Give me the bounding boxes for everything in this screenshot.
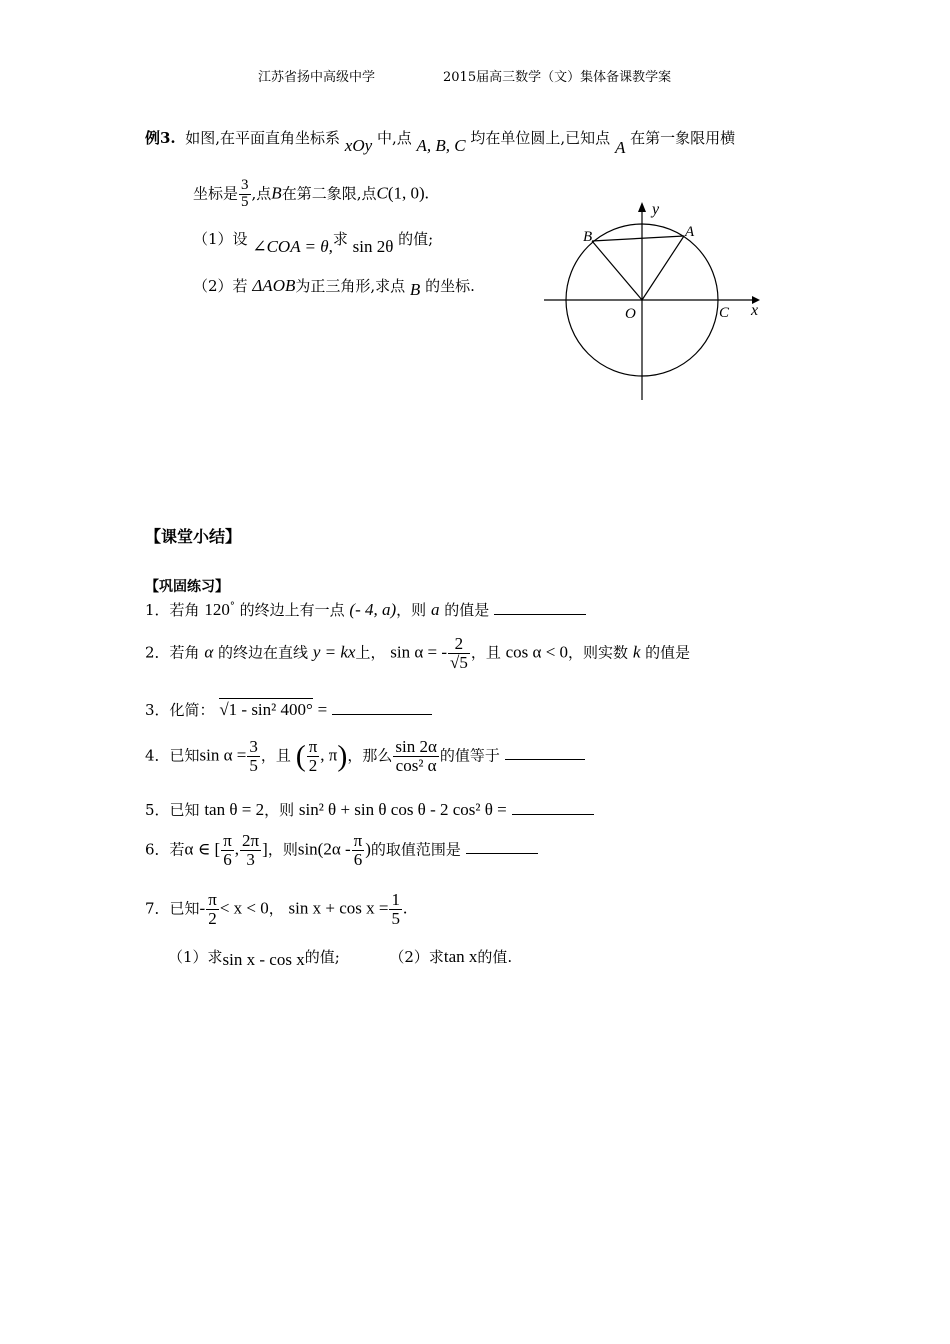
p6-label: 6．若 <box>145 840 185 859</box>
p2-fraction <box>448 635 470 672</box>
p2-math-line: y = kx <box>312 642 356 662</box>
p5-text-1: ，则 <box>264 801 295 819</box>
ex3-text-4: 均在单位圆上,已知点 <box>470 129 611 147</box>
p2-text-5: 的值是 <box>645 643 691 662</box>
degree-mark: ° <box>229 601 235 612</box>
p2-math-alpha: α <box>204 642 214 662</box>
header-title: 2015届高三数学（文）集体备课教学案 <box>443 70 672 85</box>
frac-den: 6 <box>223 849 232 869</box>
frac-num: 2 <box>448 635 470 654</box>
frac-den: 2 <box>208 908 217 928</box>
p2-text-3: ，且 <box>470 643 501 662</box>
p7-sub-1-math: sin x - cos x <box>222 950 305 969</box>
frac-den: 5 <box>249 755 258 775</box>
frac-num: 3 <box>249 737 258 756</box>
p1-math-a: a <box>430 600 440 619</box>
p4-answer-blank[interactable] <box>505 745 585 760</box>
q2-text-2: 的坐标. <box>425 277 475 295</box>
frac-num: 1 <box>391 890 400 909</box>
p7-math-ineq: < x < 0 <box>219 898 269 918</box>
frac-den: 5 <box>241 193 249 210</box>
p5-math-tan: tan θ = 2 <box>204 800 265 819</box>
p6-fraction-1 <box>221 832 234 869</box>
example3-line1 <box>145 127 736 157</box>
practice-item-6 <box>145 832 538 869</box>
p5-label: 5．已知 <box>145 801 200 819</box>
segment-ab <box>592 236 684 241</box>
q2-math-triangle: ΔAOB <box>252 276 296 295</box>
frac-num: π <box>353 831 363 850</box>
p7-sub-2-label: （2）求 <box>389 948 444 966</box>
q1-text-2: 的值; <box>398 230 434 248</box>
p6-text-1: ，则 <box>267 840 298 859</box>
p2-text-4: ，则实数 <box>568 643 629 662</box>
p2-math-k: k <box>632 642 641 662</box>
p1-answer-blank[interactable] <box>494 600 586 615</box>
practice-item-2 <box>145 635 690 672</box>
p6-fraction-2 <box>240 832 261 869</box>
p4-label: 4．已知 <box>145 746 200 765</box>
ex3-math-xoy: xOy <box>344 136 373 155</box>
label-a: A <box>685 224 695 240</box>
unit-circle-figure <box>530 190 780 405</box>
frac-num: sin 2α <box>395 737 437 756</box>
p4-text-1: ，且 <box>260 746 291 765</box>
p7-sub-2-math: tan x <box>443 947 478 966</box>
q2-label: （2）若 <box>193 277 248 295</box>
section-practice-title: 【巩固练习】 <box>145 579 229 595</box>
ex3-l2-text-1: 坐标是 <box>193 184 239 203</box>
section-summary-title: 【课堂小结】 <box>145 527 242 546</box>
frac-num: 3 <box>241 177 249 193</box>
ex3-text-5: 在第一象限用横 <box>630 129 736 147</box>
p3-label: 3．化简： <box>145 701 215 719</box>
practice-item-5 <box>145 799 594 820</box>
p4-fraction-1 <box>247 738 260 775</box>
label-y: y <box>652 201 660 218</box>
p7-math-minus: - <box>199 898 206 918</box>
p2-math-cos: cos α < 0 <box>505 642 569 662</box>
frac-den: 5 <box>391 908 400 928</box>
paren-open: ( <box>295 739 306 773</box>
q2-text-1: 为正三角形,求点 <box>295 277 406 295</box>
comma: , <box>234 839 240 859</box>
p2-text-1: 的终边在直线 <box>218 643 309 662</box>
p6-text-2: 的取值范围是 <box>370 840 461 859</box>
ex3-question-2 <box>193 275 475 299</box>
practice-item-3 <box>145 699 432 720</box>
frac-num: π <box>208 890 217 909</box>
y-axis-arrow-icon <box>638 202 646 212</box>
p6-math-alpha-in: α ∈ [ <box>184 839 221 859</box>
frac-den: 6 <box>353 849 363 869</box>
frac-num: 2π <box>242 831 260 850</box>
p1-math-point: (- 4, a) <box>349 600 397 619</box>
frac-den: 2 <box>308 755 318 775</box>
example3-line2 <box>193 178 429 211</box>
ex3-question-1 <box>193 228 434 256</box>
ex3-math-a: A <box>614 138 626 157</box>
example-label: 例3. <box>145 129 176 147</box>
p7-label: 7．已知 <box>145 899 200 918</box>
p5-answer-blank[interactable] <box>512 800 594 815</box>
p6-fraction-3 <box>352 832 365 869</box>
p4-fraction-2 <box>307 738 320 775</box>
p1-label: 1．若角 <box>145 601 200 619</box>
label-b: B <box>583 229 593 245</box>
p4-math-sin: sin α = <box>199 745 247 765</box>
p2-math-sin: sin α = - <box>390 642 447 662</box>
ex3-text-3: 中,点 <box>376 129 412 147</box>
p6-math-sin: sin(2α - <box>297 839 351 859</box>
ex3-text-1: 如图 <box>185 129 216 147</box>
ex3-l2-math-c: C <box>376 183 388 203</box>
practice-item-7 <box>145 891 407 928</box>
header-school: 江苏省扬中高级中学 <box>258 70 376 85</box>
practice-item-4 <box>145 738 585 775</box>
segment-ob <box>592 241 642 300</box>
p4-text-3: 的值等于 <box>439 746 500 765</box>
q1-text-1: 求 <box>332 230 348 248</box>
label-o: O <box>625 306 636 322</box>
ex3-text-2: ,在平面直角坐标系 <box>215 129 341 147</box>
p3-answer-blank[interactable] <box>332 700 432 715</box>
p7-fraction-1 <box>206 891 219 928</box>
ex3-l2-text-3: 在第二象限,点 <box>281 184 377 203</box>
p7-fraction-2 <box>389 891 402 928</box>
ex3-math-abc: A, B, C <box>416 136 466 155</box>
p4-math-pi: , π <box>320 745 338 765</box>
q2-math-b: B <box>409 280 421 299</box>
ex3-l2-text-2: ,点 <box>251 184 272 203</box>
ex3-l2-math-coord: (1, 0). <box>387 183 429 203</box>
p7-math-sum: sin x + cos x = <box>288 898 389 918</box>
frac-num: π <box>223 831 232 850</box>
frac-den: √5 <box>450 652 468 672</box>
paren-close: ) <box>337 739 348 773</box>
p1-math-angle: 120 <box>204 600 230 619</box>
p6-answer-blank[interactable] <box>466 839 538 854</box>
p7-text-1: ， <box>268 899 284 918</box>
p6-math-bracket: ] <box>262 839 268 859</box>
p1-text-1: 的终边上有一点 <box>239 601 345 619</box>
frac-num: π <box>308 737 318 756</box>
q1-math-angle: ∠COA = θ, <box>252 237 333 256</box>
p1-text-3: 的值是 <box>444 601 490 619</box>
p2-label: 2．若角 <box>145 643 200 662</box>
p2-text-2: 上， <box>355 643 386 662</box>
p3-math-sqrt: √1 - sin² 400° <box>219 700 313 719</box>
q1-math-sin2theta: sin 2θ <box>352 237 394 256</box>
p7-math-period: . <box>402 898 408 918</box>
practice-item-7-sub <box>168 946 512 967</box>
p5-math-expr: sin² θ + sin θ cos θ - 2 cos² θ = <box>298 800 507 819</box>
label-c: C <box>719 305 730 321</box>
p7-sub-1-label: （1）求 <box>168 948 223 966</box>
frac-den: cos² α <box>395 755 437 775</box>
p4-fraction-3 <box>393 738 439 775</box>
p4-text-2: ，那么 <box>347 746 393 765</box>
p3-math-eq: = <box>317 700 328 719</box>
label-x: x <box>751 302 759 319</box>
segment-oa <box>642 236 684 300</box>
p6-math-close: ) <box>365 839 371 859</box>
practice-item-1 <box>145 599 586 620</box>
p7-sub-1-text: 的值; <box>304 948 340 966</box>
ex3-l2-math-b: B <box>271 183 282 203</box>
p7-sub-2-text: 的值. <box>477 948 513 966</box>
q1-label: （1）设 <box>193 230 248 248</box>
fraction-3-5 <box>239 178 251 211</box>
p1-text-2: ，则 <box>396 601 427 619</box>
frac-den: 3 <box>246 849 255 869</box>
